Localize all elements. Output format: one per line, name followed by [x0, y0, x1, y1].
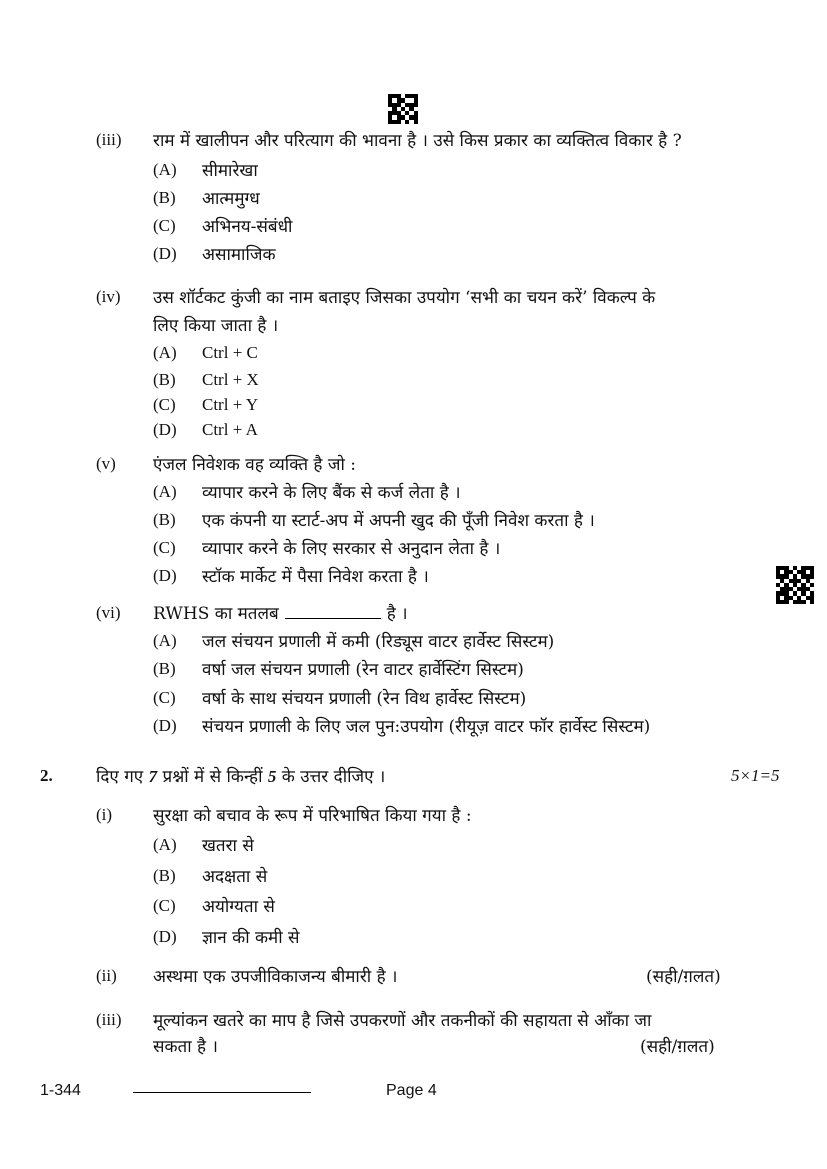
option-letter: (B)	[153, 659, 176, 678]
question-count-answer: 5	[267, 767, 277, 786]
question-text-after: है ।	[386, 604, 408, 624]
option-text: सीमारेखा	[202, 161, 258, 181]
page-number: Page 4	[386, 1082, 437, 1099]
option-text: वर्षा जल संचयन प्रणाली (रेन वाटर हार्वेस्टिंग सिस्टम)	[202, 660, 524, 680]
option-text: एक कंपनी या स्टार्ट-अप में अपनी खुद की पूँजी निवेश करता है ।	[202, 511, 595, 531]
option-text: अयोग्यता से	[202, 897, 275, 917]
question-count-total: 7	[148, 767, 158, 786]
marks-allocation: 5×1=5	[731, 766, 780, 785]
question-text-line2: सकता है ।	[153, 1037, 218, 1057]
option-letter: (A)	[153, 343, 177, 362]
question-text: एंजल निवेशक वह व्यक्ति है जो :	[153, 455, 356, 475]
option-letter: (A)	[153, 482, 177, 501]
option-text: Ctrl + A	[202, 420, 258, 439]
question-number: (iii)	[96, 130, 122, 149]
option-letter: (D)	[153, 420, 177, 439]
question-text	[153, 601, 408, 624]
option-letter: (C)	[153, 688, 176, 707]
true-false-label: (सही/ग़लत)	[640, 1037, 715, 1057]
question-text-c: के उत्तर दीजिए ।	[281, 767, 386, 787]
paper-code: 1-344	[40, 1082, 81, 1099]
option-text: Ctrl + C	[202, 343, 258, 362]
question-text-line1: मूल्यांकन खतरे का माप है जिसे उपकरणों और तकनीकों की सहायता से आँका जा	[153, 1011, 652, 1031]
option-text: संचयन प्रणाली के लिए जल पुन:उपयोग (रीयूज़ वाटर फॉर हार्वेस्ट सिस्टम)	[202, 717, 651, 737]
option-text: वर्षा के साथ संचयन प्रणाली (रेन विथ हार्वेस्ट सिस्टम)	[202, 689, 527, 709]
option-letter: (C)	[153, 538, 176, 557]
option-text: असामाजिक	[202, 245, 276, 265]
option-letter: (B)	[153, 188, 176, 207]
qr-code-side	[776, 566, 814, 604]
question-number: (v)	[96, 454, 116, 473]
question-text-line2: लिए किया जाता है ।	[153, 316, 279, 336]
qr-code-top	[388, 94, 418, 124]
option-text: ज्ञान की कमी से	[202, 928, 300, 948]
question-text-a: दिए गए	[96, 767, 144, 787]
option-letter: (A)	[153, 631, 177, 650]
true-false-label: (सही/ग़लत)	[646, 967, 721, 987]
question-number: (iii)	[96, 1010, 122, 1029]
footer-divider	[133, 1092, 311, 1093]
question-number: (ii)	[96, 966, 117, 985]
option-text: व्यापार करने के लिए बैंक से कर्ज लेता है ।	[202, 483, 461, 503]
option-text: व्यापार करने के लिए सरकार से अनुदान लेता है ।	[202, 539, 501, 559]
option-letter: (C)	[153, 216, 176, 235]
question-text: राम में खालीपन और परित्याग की भावना है । उसे किस प्रकार का व्यक्तित्व विकार है ?	[153, 131, 682, 151]
fill-in-blank	[285, 604, 381, 619]
option-letter: (D)	[153, 927, 177, 946]
option-text: स्टॉक मार्केट में पैसा निवेश करता है ।	[202, 567, 429, 587]
option-text: आत्ममुग्ध	[202, 189, 260, 209]
option-text: अभिनय-संबंधी	[202, 217, 293, 237]
option-letter: (B)	[153, 510, 176, 529]
option-text: Ctrl + X	[202, 370, 259, 389]
question-text: सुरक्षा को बचाव के रूप में परिभाषित किया गया है :	[153, 806, 472, 826]
question-number: (i)	[96, 805, 113, 824]
question-number: (vi)	[96, 603, 121, 622]
option-text: Ctrl + Y	[202, 395, 259, 414]
option-letter: (A)	[153, 835, 177, 854]
option-letter: (B)	[153, 370, 176, 389]
option-letter: (D)	[153, 244, 177, 263]
option-text: अदक्षता से	[202, 867, 268, 887]
option-letter: (C)	[153, 395, 176, 414]
option-text: खतरा से	[202, 836, 254, 856]
option-letter: (B)	[153, 866, 176, 885]
question-text	[96, 764, 385, 787]
question-text-before: RWHS का मतलब	[153, 604, 279, 624]
question-number: 2.	[40, 766, 53, 785]
question-text-line1: उस शॉर्टकट कुंजी का नाम बताइए जिसका उपयोग ‘सभी का चयन करें’ विकल्प के	[153, 288, 656, 308]
question-text-b: प्रश्नों में से किन्हीं	[162, 767, 263, 787]
option-letter: (A)	[153, 160, 177, 179]
option-letter: (D)	[153, 566, 177, 585]
option-letter: (D)	[153, 716, 177, 735]
option-letter: (C)	[153, 896, 176, 915]
option-text: जल संचयन प्रणाली में कमी (रिड्यूस वाटर हार्वेस्ट सिस्टम)	[202, 632, 555, 652]
question-number: (iv)	[96, 287, 121, 306]
question-text: अस्थमा एक उपजीविकाजन्य बीमारी है ।	[153, 967, 398, 987]
